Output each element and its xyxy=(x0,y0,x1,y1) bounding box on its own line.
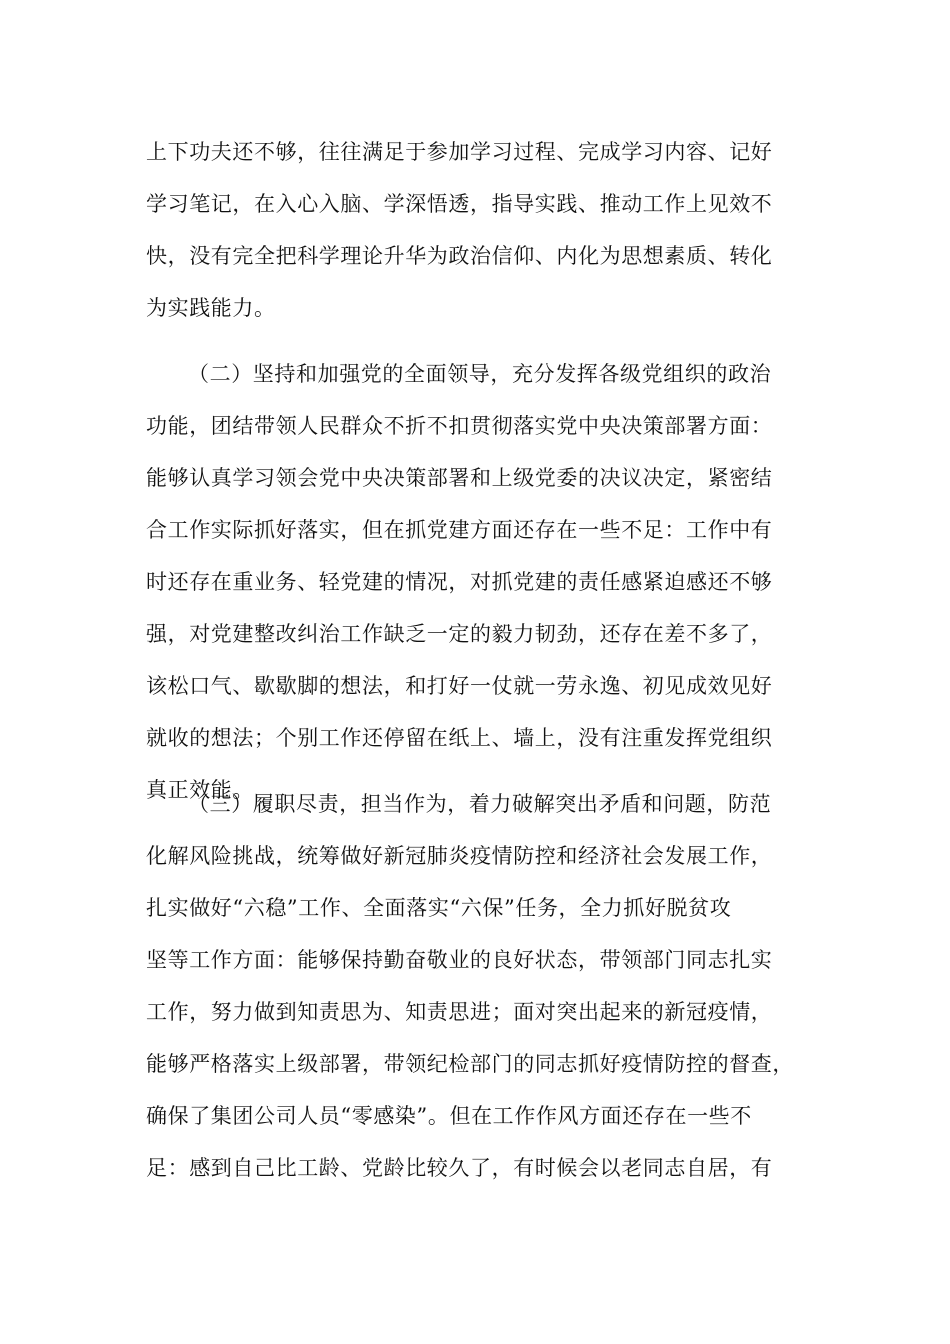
text-line: 确保了集团公司人员“零感染”。但在工作作风方面还存在一些不 xyxy=(146,1104,752,1128)
text-line: （二）坚持和加强党的全面领导，充分发挥各级党组织的政治 xyxy=(188,362,772,386)
text-line: 扎实做好“六稳”工作、全面落实“六保”任务，全力抓好脱贫攻 xyxy=(146,896,732,920)
text-line: 能够认真学习领会党中央决策部署和上级党委的决议决定，紧密结 xyxy=(146,466,773,490)
text-line: 为实践能力。 xyxy=(146,296,276,320)
paragraph-2 xyxy=(146,348,826,816)
text-line: 功能，团结带领人民群众不折不扣贯彻落实党中央决策部署方面： xyxy=(146,414,773,438)
text-line: 能够严格落实上级部署，带领纪检部门的同志抓好疫情防控的督查， xyxy=(146,1052,794,1076)
text-line: 时还存在重业务、轻党建的情况，对抓党建的责任感紧迫感还不够 xyxy=(146,570,773,594)
text-line: 合工作实际抓好落实，但在抓党建方面还存在一些不足：工作中有 xyxy=(146,518,773,542)
text-line: 该松口气、歇歇脚的想法，和打好一仗就一劳永逸、初见成效见好 xyxy=(146,674,773,698)
text-line: 强，对党建整改纠治工作缺乏一定的毅力韧劲，还存在差不多了， xyxy=(146,622,773,646)
text-line: 学习笔记，在入心入脑、学深悟透，指导实践、推动工作上见效不 xyxy=(146,192,773,216)
text-line: 就收的想法；个别工作还停留在纸上、墙上，没有注重发挥党组织 xyxy=(146,726,773,750)
paragraph-3 xyxy=(146,778,826,1194)
text-line: （三）履职尽责，担当作为，着力破解突出矛盾和问题，防范 xyxy=(188,792,772,816)
text-line: 足：感到自己比工龄、党龄比较久了，有时候会以老同志自居，有 xyxy=(146,1156,773,1180)
text-line: 上下功夫还不够，往往满足于参加学习过程、完成学习内容、记好 xyxy=(146,140,773,164)
text-line: 工作，努力做到知责思为、知责思进；面对突出起来的新冠疫情， xyxy=(146,1000,773,1024)
text-line: 快，没有完全把科学理论升华为政治信仰、内化为思想素质、转化 xyxy=(146,244,773,268)
text-line: 坚等工作方面：能够保持勤奋敬业的良好状态，带领部门同志扎实 xyxy=(146,948,773,972)
text-line: 真正效能。 xyxy=(146,778,254,802)
text-line: 化解风险挑战，统筹做好新冠肺炎疫情防控和经济社会发展工作， xyxy=(146,844,773,868)
paragraph-1 xyxy=(146,126,826,334)
